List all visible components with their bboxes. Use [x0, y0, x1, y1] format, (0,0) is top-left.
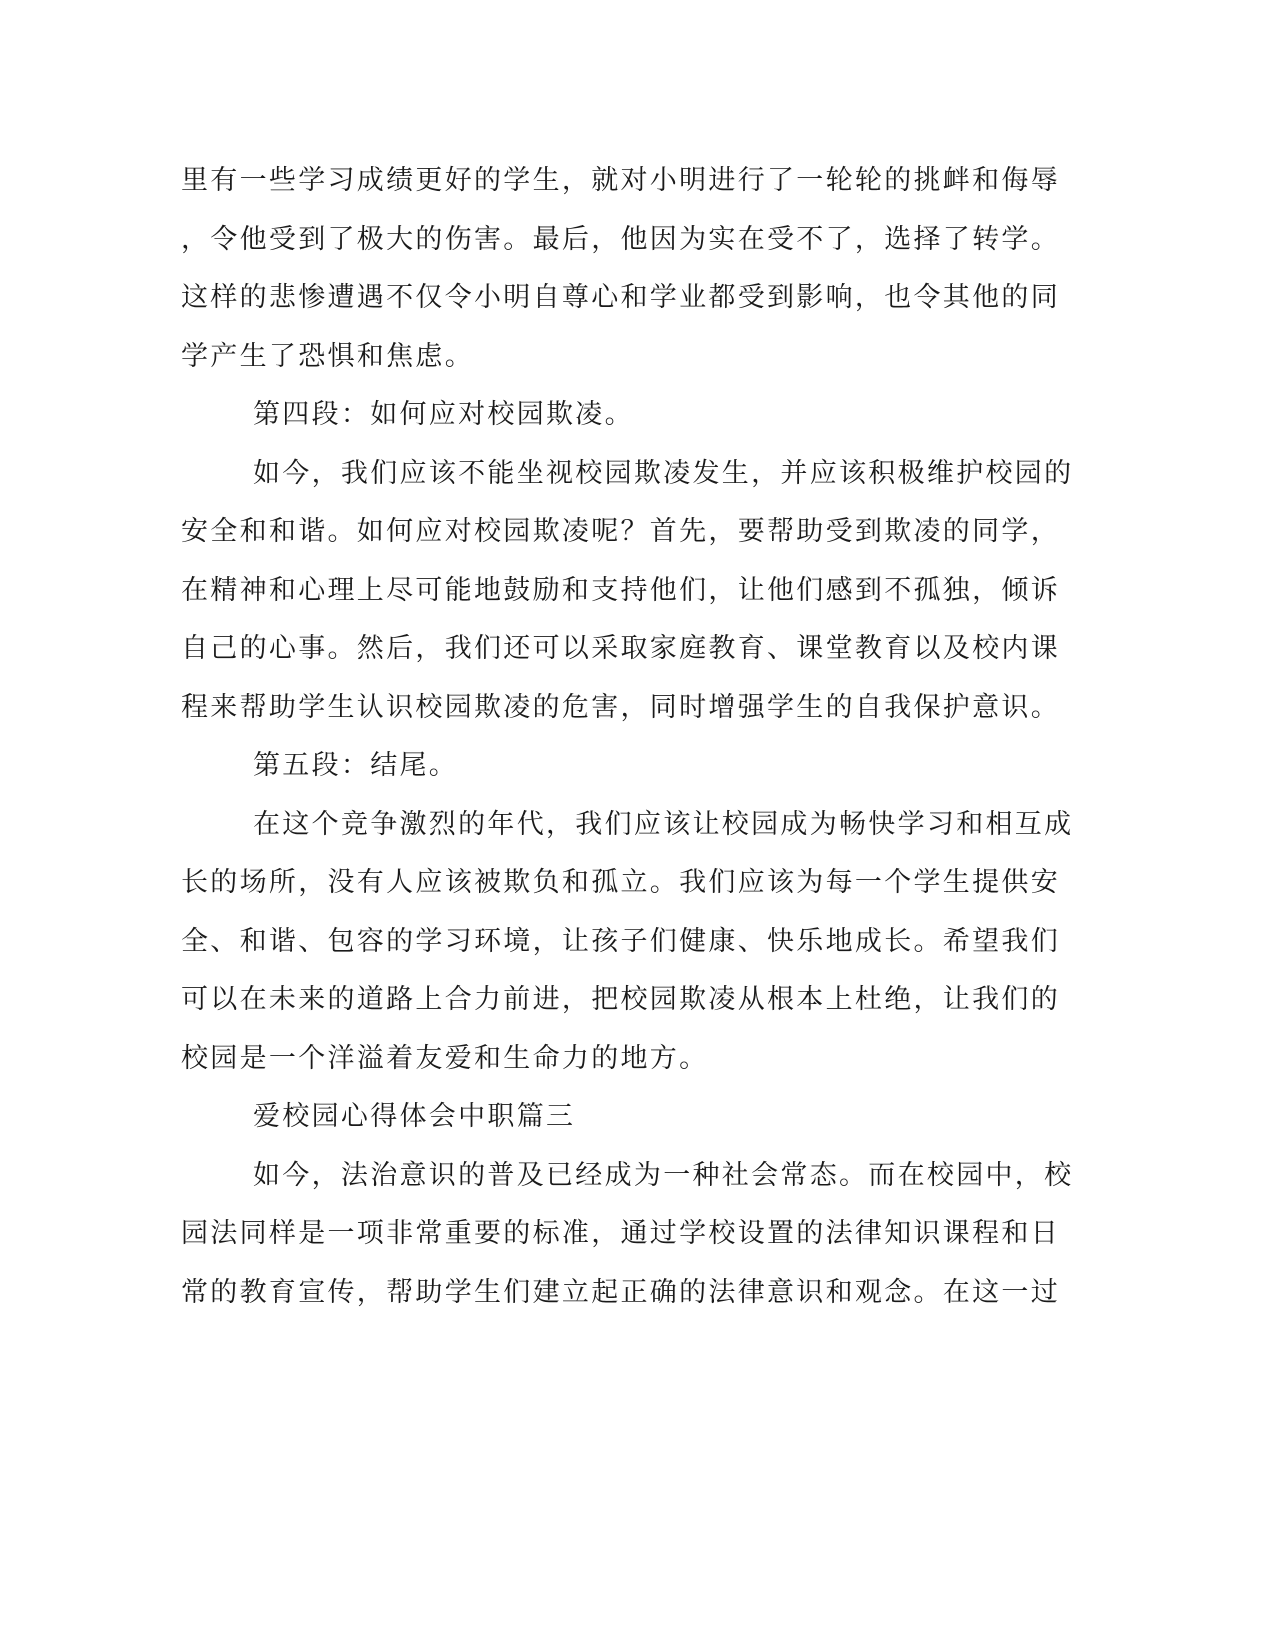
text-line: 程来帮助学生认识校园欺凌的危害，同时增强学生的自我保护意识。	[181, 691, 1060, 723]
text-line: 学产生了恐惧和焦虑。	[181, 340, 474, 372]
text-line: 这样的悲惨遭遇不仅令小明自尊心和学业都受到影响，也令其他的同	[181, 282, 1060, 313]
section-heading: 第四段：如何应对校园欺凌。	[253, 399, 634, 430]
text-line: 校园是一个洋溢着友爱和生命力的地方。	[181, 1042, 709, 1074]
text-line: 里有一些学习成绩更好的学生，就对小明进行了一轮轮的挑衅和侮辱	[181, 165, 1060, 196]
text-line: 如今，法治意识的普及已经成为一种社会常态。而在校园中，校	[253, 1159, 1074, 1191]
document-page	[181, 152, 1074, 1322]
text-line: 自己的心事。然后，我们还可以采取家庭教育、课堂教育以及校内课	[181, 633, 1060, 664]
text-line: 可以在未来的道路上合力前进，把校园欺凌从根本上杜绝，让我们的	[181, 984, 1060, 1015]
text-line: 如今，我们应该不能坐视校园欺凌发生，并应该积极维护校园的	[253, 457, 1074, 489]
text-line: ，令他受到了极大的伤害。最后，他因为实在受不了，选择了转学。	[181, 223, 1060, 255]
text-line: 安全和和谐。如何应对校园欺凌呢？首先，要帮助受到欺凌的同学，	[181, 516, 1060, 547]
text-line: 长的场所，没有人应该被欺负和孤立。我们应该为每一个学生提供安	[181, 867, 1060, 898]
text-line: 在精神和心理上尽可能地鼓励和支持他们，让他们感到不孤独，倾诉	[181, 574, 1060, 606]
text-line: 常的教育宣传，帮助学生们建立起正确的法律意识和观念。在这一过	[181, 1276, 1060, 1308]
text-line: 在这个竞争激烈的年代，我们应该让校园成为畅快学习和相互成	[253, 808, 1074, 840]
text-line: 园法同样是一项非常重要的标准，通过学校设置的法律知识课程和日	[181, 1218, 1060, 1249]
article-title: 爱校园心得体会中职篇三	[253, 1101, 576, 1132]
section-heading: 第五段：结尾。	[253, 750, 459, 781]
text-line: 全、和谐、包容的学习环境，让孩子们健康、快乐地成长。希望我们	[181, 925, 1060, 957]
